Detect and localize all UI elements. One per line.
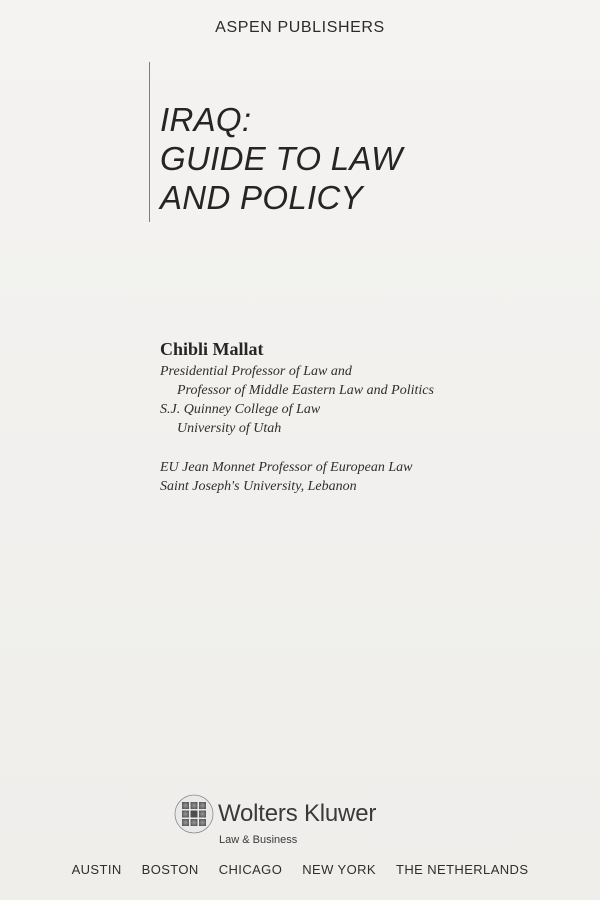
city: NEW YORK [302, 862, 376, 877]
title-line-3: AND POLICY [160, 179, 363, 216]
affiliation-line: University of Utah [177, 421, 282, 436]
affiliation-line: Presidential Professor of Law and [160, 364, 352, 379]
affiliation-line: EU Jean Monnet Professor of European Law [160, 460, 413, 475]
title-line-1: IRAQ: [160, 101, 252, 138]
author-affiliation-utah [160, 362, 434, 438]
city: CHICAGO [218, 862, 283, 877]
logo-subtitle: Law & Business [219, 834, 298, 846]
affiliation-line: Saint Joseph's University, Lebanon [160, 479, 357, 494]
city: BOSTON [141, 862, 199, 877]
affiliation-line: S.J. Quinney College of Law [160, 402, 321, 417]
author-affiliation-lebanon [160, 458, 413, 496]
logo-wordmark: Wolters Kluwer [218, 800, 377, 827]
title-line-2: GUIDE TO LAW [160, 140, 403, 177]
affiliation-line: Professor of Middle Eastern Law and Politics [177, 383, 434, 398]
publisher-cities [0, 862, 600, 877]
city: AUSTIN [71, 862, 122, 877]
publisher-name: ASPEN PUBLISHERS [215, 19, 385, 36]
book-title [160, 100, 403, 217]
vertical-rule [149, 62, 150, 222]
city: THE NETHERLANDS [396, 862, 529, 877]
wolters-kluwer-logo-icon [174, 794, 214, 834]
author-name: Chibli Mallat [160, 339, 264, 359]
